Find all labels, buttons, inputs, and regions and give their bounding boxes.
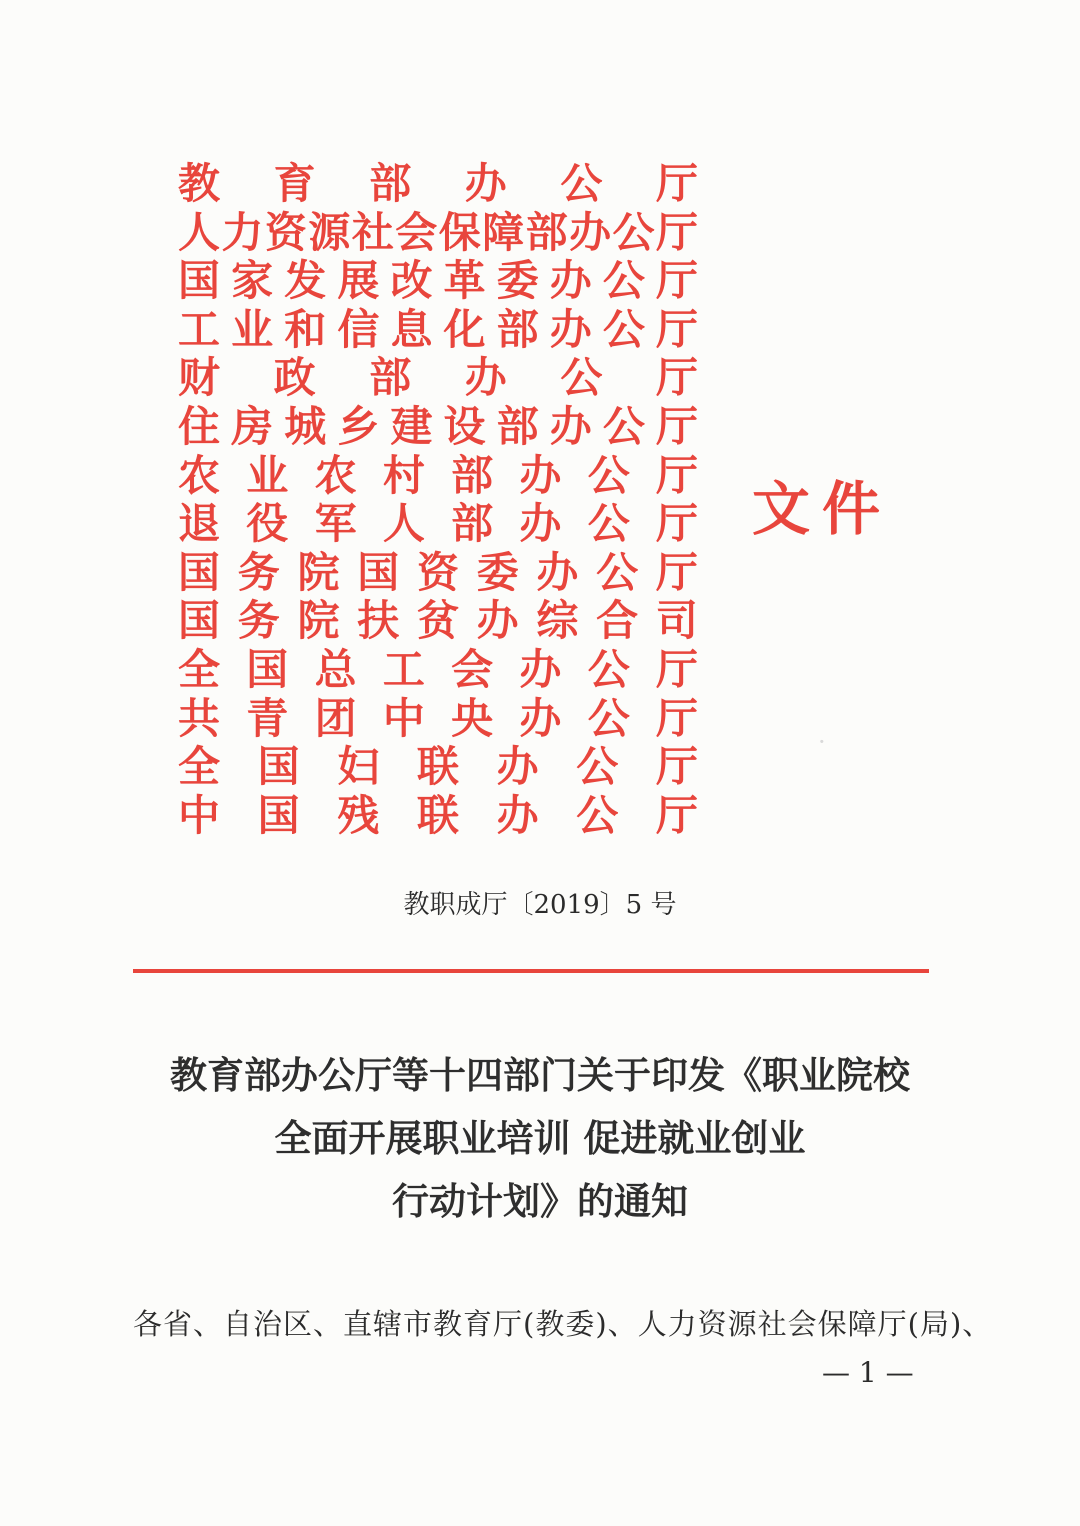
issuer-row: 国 务 院 扶 贫 办 综 合 司 (178, 596, 698, 646)
page-number: — 1 — (822, 1356, 914, 1389)
issuer-row: 全 国 总 工 会 办 公 厅 (178, 644, 698, 694)
issuer-row: 财 政 部 办 公 厅 (178, 353, 698, 403)
title-line: 行动计划》的通知 (392, 1179, 688, 1223)
issuer-row: 中 国 残 联 办 公 厅 (178, 790, 698, 840)
title-line: 全面开展职业培训 促进就业创业 (274, 1116, 806, 1160)
issuer-row: 农 业 农 村 部 办 公 厅 (178, 450, 698, 500)
salutation-line: 各省、自治区、直辖市教育厅(教委)、人力资源社会保障厅(局)、 (133, 1307, 993, 1341)
issuer-row: 全 国 妇 联 办 公 厅 (178, 742, 698, 792)
issuer-row: 人 力 资 源 社 会 保 障 部 办 公 厅 (178, 207, 698, 257)
document-title (0, 1044, 1080, 1233)
issuer-row: 国 家 发 展 改 革 委 办 公 厅 (178, 256, 698, 306)
issuer-row: 退 役 军 人 部 办 公 厅 (178, 499, 698, 549)
issuer-row: 共 青 团 中 央 办 公 厅 (178, 693, 698, 743)
red-separator-line (133, 969, 929, 973)
issuer-row: 教 育 部 办 公 厅 (178, 159, 698, 208)
title-line: 教育部办公厅等十四部门关于印发《职业院校 (170, 1053, 910, 1097)
issuer-row: 工 业 和 信 息 化 部 办 公 厅 (178, 304, 698, 354)
faint-seal-mark: · (818, 728, 826, 756)
document-type-label: 文件 (752, 475, 893, 543)
document-number: 教职成厅〔2019〕5 号 (403, 890, 677, 920)
issuer-row: 住 房 城 乡 建 设 部 办 公 厅 (178, 401, 698, 451)
issuing-departments (178, 160, 698, 840)
issuer-row: 国 务 院 国 资 委 办 公 厅 (178, 547, 698, 597)
